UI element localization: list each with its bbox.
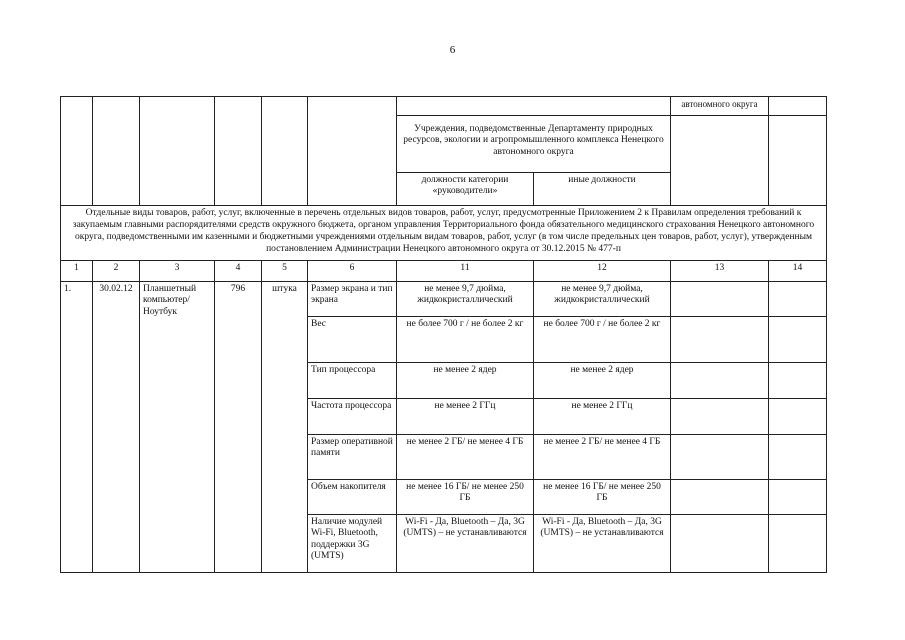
value-managers: не менее 2 ГБ/ не менее 4 ГБ [397,435,534,480]
column-number: 13 [671,261,769,282]
column-number: 11 [397,261,534,282]
item-unit: штука [262,282,308,573]
value-other: не более 700 г / не более 2 кг [534,317,671,363]
page-number: 6 [449,44,456,56]
value-managers: не менее 9,7 дюйма, жидкокристаллический [397,282,534,317]
column-number: 2 [93,261,140,282]
characteristic-name: Размер экрана и тип экрана [308,282,397,317]
item-number: 1. [61,282,93,573]
column-number: 5 [262,261,308,282]
value-other: не менее 16 ГБ/ не менее 250 ГБ [534,480,671,515]
column-number: 4 [215,261,262,282]
value-other: Wi-Fi - Да, Bluetooth – Да, 3G (UMTS) – не устанавливаются [534,515,671,573]
value-managers: не менее 2 ГГц [397,399,534,435]
requirements-table [60,96,827,573]
institutions-header: Учреждения, подведомственные Департаменту природных ресурсов, экологии и агропромышленного комплекса Ненецкого автономного округа [397,116,671,173]
characteristic-name: Размер оперативной памяти [308,435,397,480]
value-managers: не менее 2 ядер [397,363,534,399]
banner-row [61,206,827,261]
column-number: 12 [534,261,671,282]
value-other: не менее 9,7 дюйма, жидкокристаллический [534,282,671,317]
characteristic-name: Вес [308,317,397,363]
other-positions-header: иные должности [534,173,671,206]
column-number-row [61,261,827,282]
table-row [61,282,827,317]
value-other: не менее 2 ГГц [534,399,671,435]
item-okei-code: 796 [215,282,262,573]
item-code: 30.02.12 [93,282,140,573]
value-other: не менее 2 ГБ/ не менее 4 ГБ [534,435,671,480]
value-managers: не более 700 г / не более 2 кг [397,317,534,363]
value-managers: Wi-Fi - Да, Bluetooth – Да, 3G (UMTS) – не устанавливаются [397,515,534,573]
characteristic-name: Наличие модулей Wi-Fi, Bluetooth, поддержки 3G (UMTS) [308,515,397,573]
column-number: 1 [61,261,93,282]
characteristic-name: Частота процессора [308,399,397,435]
value-other: не менее 2 ядер [534,363,671,399]
value-managers: не менее 16 ГБ/ не менее 250 ГБ [397,480,534,515]
column-number: 3 [140,261,215,282]
column-number: 14 [769,261,827,282]
okrug-tail-cell: автономного округа [671,97,769,116]
banner-text: Отдельные виды товаров, работ, услуг, включенные в перечень отдельных видов товаров, работ, услуг, предусмотренные Приложением 2 к Правилам определения требований к закупаемым главными распорядителями средств окружного бюджета, органом управления Территориального фонда обязательного медицинского страхования Ненецкого автономного округа, подведомственными им казенными и бюджетными учреждениями отдельным видам товаров, работ, услуг (в том числе предельных цен товаров, работ, услуг), утвержденным постановлением Администрации Ненецкого автономного округа от 30.12.2015 № 477-п [61,206,827,261]
managers-header: должности категории «руководители» [397,173,534,206]
header-row-1 [61,97,827,116]
characteristic-name: Тип процессора [308,363,397,399]
item-name: Планшетный компьютер/ Ноутбук [140,282,215,573]
column-number: 6 [308,261,397,282]
characteristic-name: Объем накопителя [308,480,397,515]
